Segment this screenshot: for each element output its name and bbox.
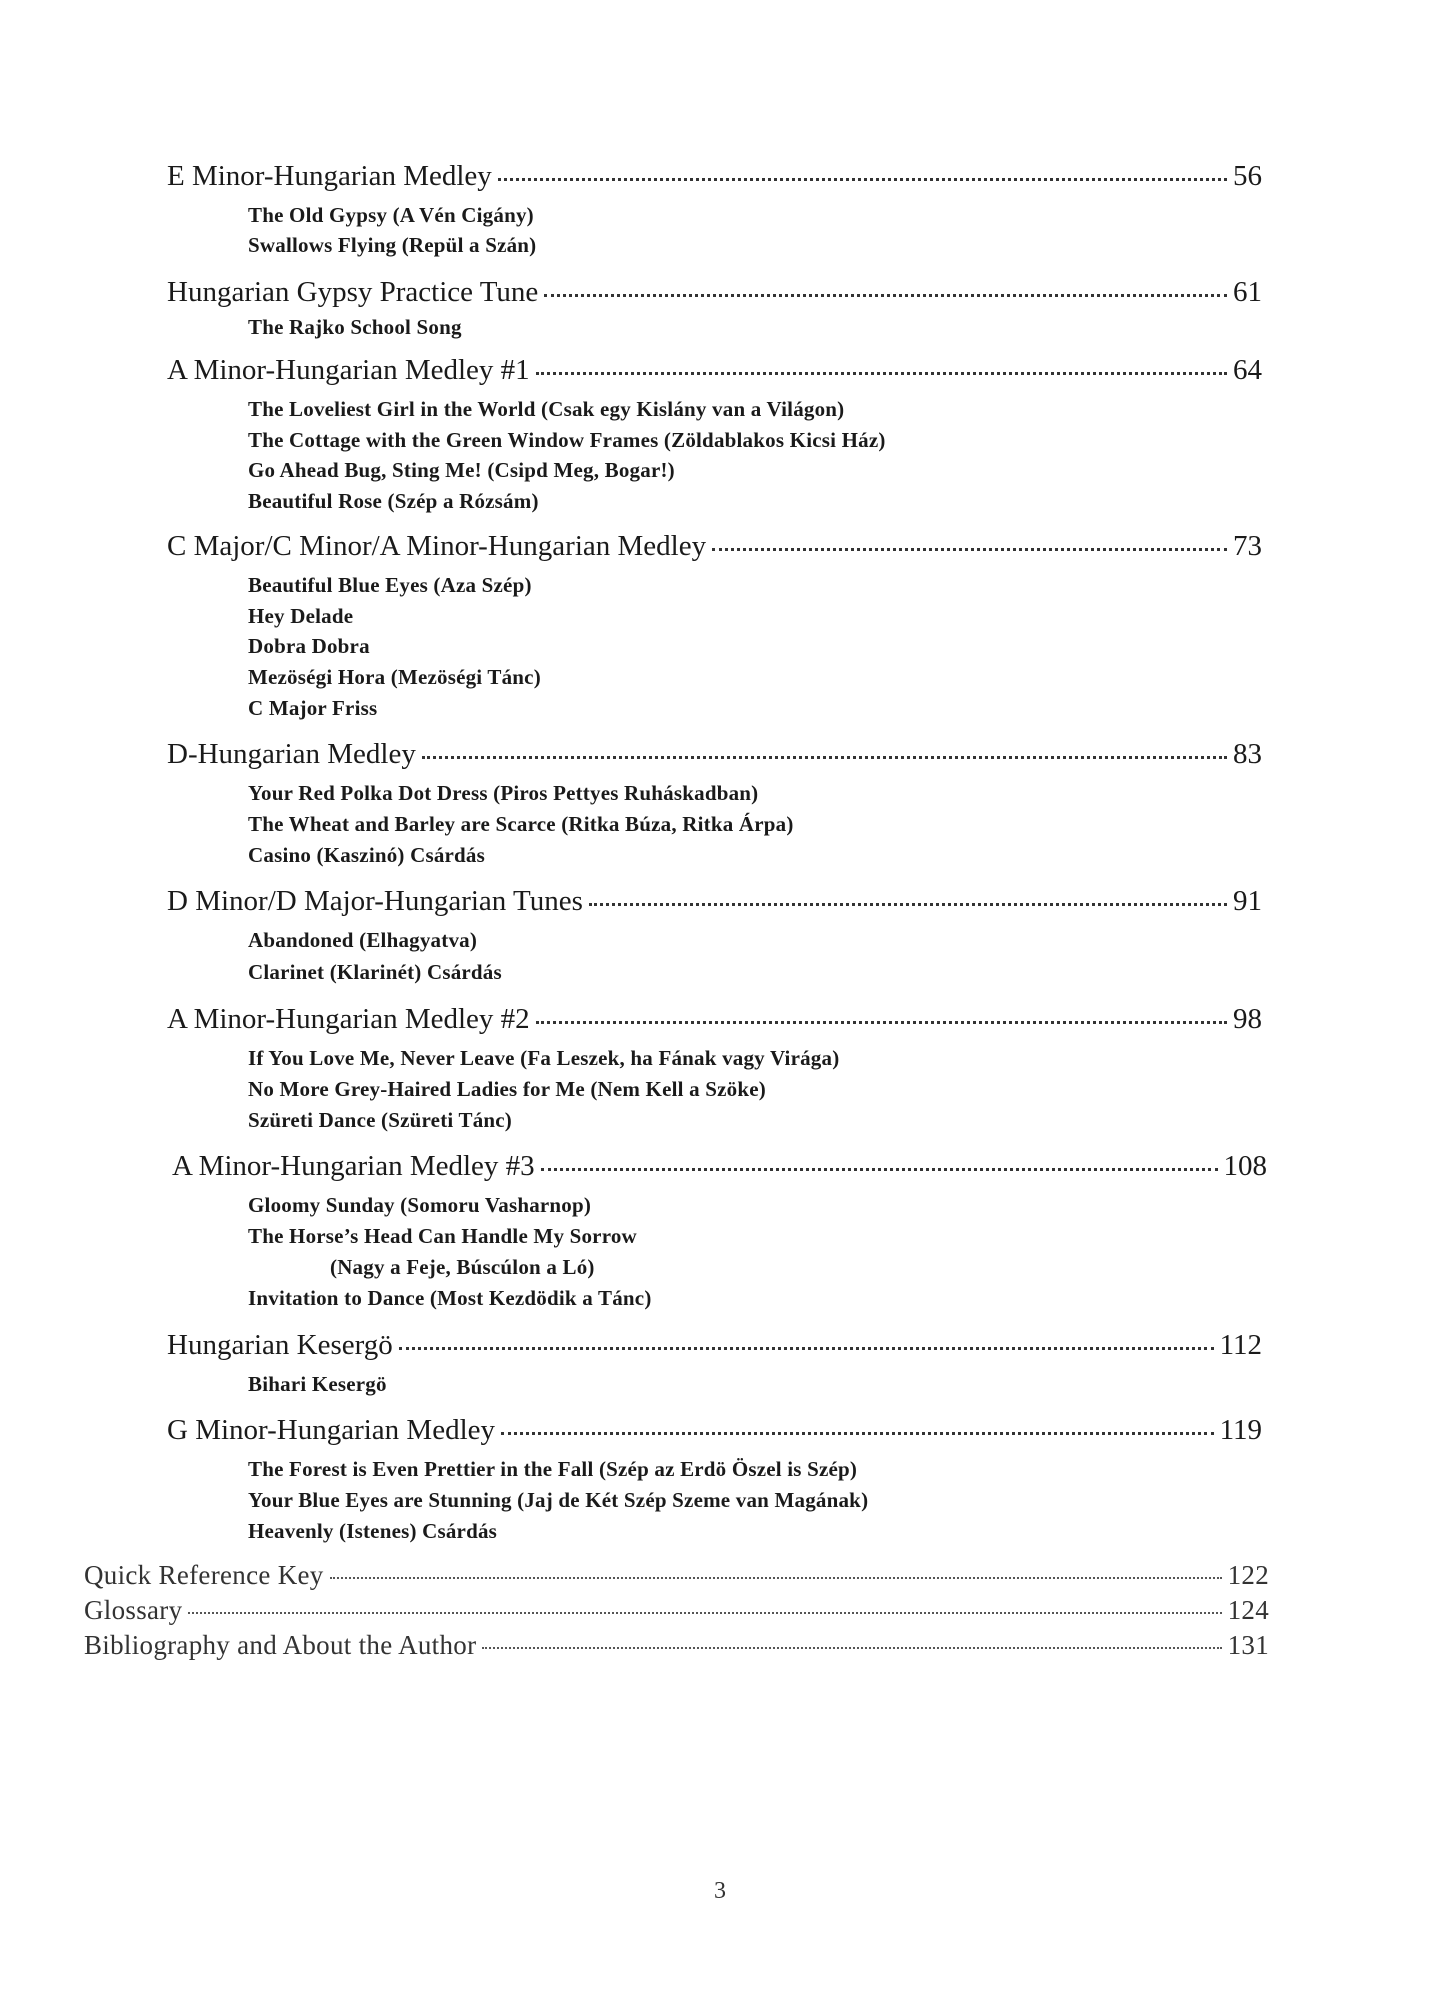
dot-leader <box>536 372 1227 375</box>
toc-entry-title: C Major/C Minor/A Minor-Hungarian Medley <box>167 530 707 562</box>
dot-leader <box>544 294 1227 297</box>
song-title: Casino (Kaszinó) Csárdás <box>248 843 485 867</box>
toc-entry[interactable] <box>167 1003 1262 1036</box>
toc-entry[interactable] <box>167 738 1262 771</box>
song-title: The Horse’s Head Can Handle My Sorrow <box>248 1224 637 1248</box>
toc-reference-title: Bibliography and About the Author <box>84 1630 477 1660</box>
toc-entry-title: D Minor/D Major-Hungarian Tunes <box>167 885 583 917</box>
toc-reference-entry[interactable] <box>84 1560 1269 1591</box>
song-title: Bihari Kesergö <box>248 1372 387 1396</box>
toc-entry-title: A Minor-Hungarian Medley #3 <box>172 1150 535 1182</box>
toc-entry-title: A Minor-Hungarian Medley #2 <box>167 1003 530 1035</box>
toc-entry-title: A Minor-Hungarian Medley #1 <box>167 354 530 386</box>
toc-reference-page: 124 <box>1227 1595 1269 1625</box>
song-title: Abandoned (Elhagyatva) <box>248 928 478 952</box>
song-title: The Cottage with the Green Window Frames (Zöldablakos Kicsi Ház) <box>248 428 886 452</box>
song-title: Szüreti Dance (Szüreti Tánc) <box>248 1108 512 1132</box>
song-title: Invitation to Dance (Most Kezdödik a Tánc) <box>248 1286 652 1310</box>
song-title: Gloomy Sunday (Somoru Vasharnop) <box>248 1193 592 1217</box>
toc-entry[interactable] <box>167 1414 1262 1447</box>
song-title: The Wheat and Barley are Scarce (Ritka Búza, Ritka Árpa) <box>248 812 794 836</box>
song-title: Your Red Polka Dot Dress (Piros Pettyes Ruháskadban) <box>248 781 759 805</box>
dot-leader <box>482 1647 1221 1649</box>
toc-reference-page: 122 <box>1227 1560 1269 1590</box>
song-title: If You Love Me, Never Leave (Fa Leszek, ha Fának vagy Virága) <box>248 1046 840 1070</box>
song-title: Swallows Flying (Repül a Szán) <box>248 233 537 257</box>
song-title: Hey Delade <box>248 604 354 628</box>
toc-entry[interactable] <box>167 160 1262 193</box>
song-title: The Forest is Even Prettier in the Fall (Szép az Erdö Öszel is Szép) <box>248 1457 858 1481</box>
toc-reference-entry[interactable] <box>84 1595 1269 1626</box>
toc-entry-page: 98 <box>1233 1003 1262 1035</box>
song-title: The Loveliest Girl in the World (Csak egy Kislány van a Világon) <box>248 397 845 421</box>
dot-leader <box>422 756 1227 759</box>
toc-entry-page: 112 <box>1219 1329 1262 1361</box>
song-title: Dobra Dobra <box>248 634 370 658</box>
dot-leader <box>330 1577 1222 1579</box>
toc-reference-title: Quick Reference Key <box>84 1560 324 1590</box>
song-title: Mezöségi Hora (Mezöségi Tánc) <box>248 665 541 689</box>
toc-entry[interactable] <box>167 1329 1262 1362</box>
toc-entry[interactable] <box>167 276 1262 309</box>
dot-leader <box>536 1021 1227 1024</box>
toc-entry[interactable] <box>172 1150 1267 1183</box>
toc-entry-page: 91 <box>1233 885 1262 917</box>
toc-entry-page: 83 <box>1233 738 1262 770</box>
toc-entry[interactable] <box>167 530 1262 563</box>
song-title: Beautiful Rose (Szép a Rózsám) <box>248 489 539 513</box>
toc-entry-title: G Minor-Hungarian Medley <box>167 1414 496 1446</box>
dot-leader <box>541 1168 1218 1171</box>
song-title: Heavenly (Istenes) Csárdás <box>248 1519 498 1543</box>
dot-leader <box>498 178 1227 181</box>
toc-entry-page: 119 <box>1219 1414 1262 1446</box>
toc-entry-title: Hungarian Kesergö <box>167 1329 393 1361</box>
toc-entry-page: 61 <box>1233 276 1262 308</box>
toc-entry-page: 64 <box>1233 354 1262 386</box>
song-title: Your Blue Eyes are Stunning (Jaj de Két Szép Szeme van Magának) <box>248 1488 869 1512</box>
song-title: Clarinet (Klarinét) Csárdás <box>248 960 502 984</box>
song-title: The Old Gypsy (A Vén Cigány) <box>248 203 534 227</box>
dot-leader <box>589 903 1227 906</box>
song-title: No More Grey-Haired Ladies for Me (Nem Kell a Szöke) <box>248 1077 766 1101</box>
toc-entry-page: 108 <box>1223 1150 1267 1182</box>
page-number: 3 <box>714 1878 726 1904</box>
toc-reference-title: Glossary <box>84 1595 183 1625</box>
toc-reference-entry[interactable] <box>84 1630 1269 1661</box>
toc-entry-title: E Minor-Hungarian Medley <box>167 160 492 192</box>
toc-entry-title: Hungarian Gypsy Practice Tune <box>167 276 539 308</box>
song-title: The Rajko School Song <box>248 315 462 339</box>
toc-entry[interactable] <box>167 885 1262 918</box>
dot-leader <box>712 548 1227 551</box>
dot-leader <box>399 1347 1214 1350</box>
toc-entry[interactable] <box>167 354 1262 387</box>
toc-entry-page: 56 <box>1233 160 1262 192</box>
toc-reference-page: 131 <box>1227 1630 1269 1660</box>
dot-leader <box>188 1612 1221 1614</box>
toc-entry-page: 73 <box>1233 530 1262 562</box>
song-title: C Major Friss <box>248 696 378 720</box>
toc-entry-title: D-Hungarian Medley <box>167 738 416 770</box>
song-title: Go Ahead Bug, Sting Me! (Csipd Meg, Bogar!) <box>248 458 675 482</box>
song-subtitle: (Nagy a Feje, Búscúlon a Ló) <box>330 1255 595 1279</box>
dot-leader <box>501 1432 1214 1435</box>
song-title: Beautiful Blue Eyes (Aza Szép) <box>248 573 532 597</box>
